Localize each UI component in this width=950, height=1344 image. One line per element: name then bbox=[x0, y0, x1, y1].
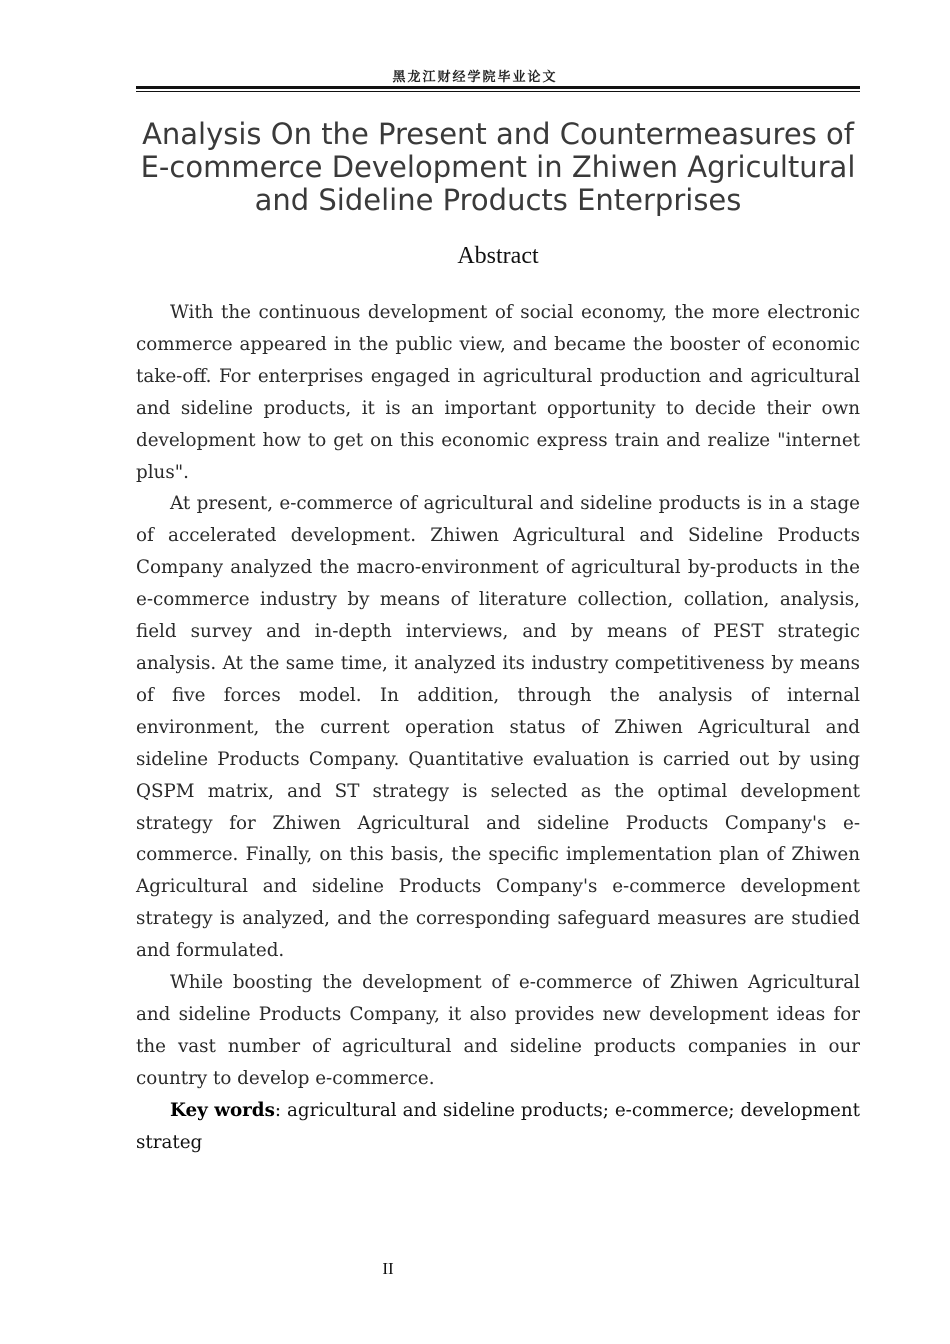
keywords-label: Key words bbox=[170, 1100, 275, 1121]
header-rule-thick bbox=[136, 86, 860, 89]
header-rule-thin bbox=[136, 91, 860, 92]
keywords-separator: : bbox=[274, 1100, 287, 1121]
abstract-paragraph: At present, e-commerce of agricultural and sideline products is in a stage of accelerated development. Zhiwen Agricultural and Sideline Products Company analyzed the macro-environment of agricultural by-products in the e-commerce industry by means of literature collection, collation, analysis, field survey and in-depth interviews, and by means of PEST strategic analysis. At the same time, it analyzed its industry competitiveness by means of five forces model. In addition, through the analysis of internal environment, the current operation status of Zhiwen Agricultural and sideline Products Company. Quantitative evaluation is carried out by using QSPM matrix, and ST strategy is selected as the optimal development strategy for Zhiwen Agricultural and sideline Products Company's e-commerce. Finally, on this basis, the specific implementation plan of Zhiwen Agricultural and sideline Products Company's e-commerce development strategy is analyzed, and the corresponding safeguard measures are studied and formulated. bbox=[136, 493, 860, 962]
abstract-heading: Abstract bbox=[457, 243, 539, 269]
keywords-value: agricultural and sideline products; e-commerce; development strateg bbox=[136, 1100, 860, 1153]
thesis-title: Analysis On the Present and Countermeasures of E-commerce Development in Zhiwen Agricultural and Sideline Products Enterprises bbox=[140, 117, 856, 217]
running-header: 黑龙江财经学院毕业论文 bbox=[392, 70, 558, 85]
page-number: II bbox=[382, 1259, 394, 1278]
keywords-line bbox=[136, 1095, 860, 1159]
abstract-paragraph: With the continuous development of social economy, the more electronic commerce appeared in the public view, and became the booster of economic take-off. For enterprises engaged in agricultural production and agricultural and sideline products, it is an important opportunity to decide their own development how to get on this economic express train and realize "internet plus". bbox=[136, 302, 860, 483]
abstract-body bbox=[136, 297, 860, 1095]
abstract-paragraph: While boosting the development of e-commerce of Zhiwen Agricultural and sideline Products Company, it also provides new development ideas for the vast number of agricultural and sideline products companies in our country to develop e-commerce. bbox=[136, 972, 860, 1089]
